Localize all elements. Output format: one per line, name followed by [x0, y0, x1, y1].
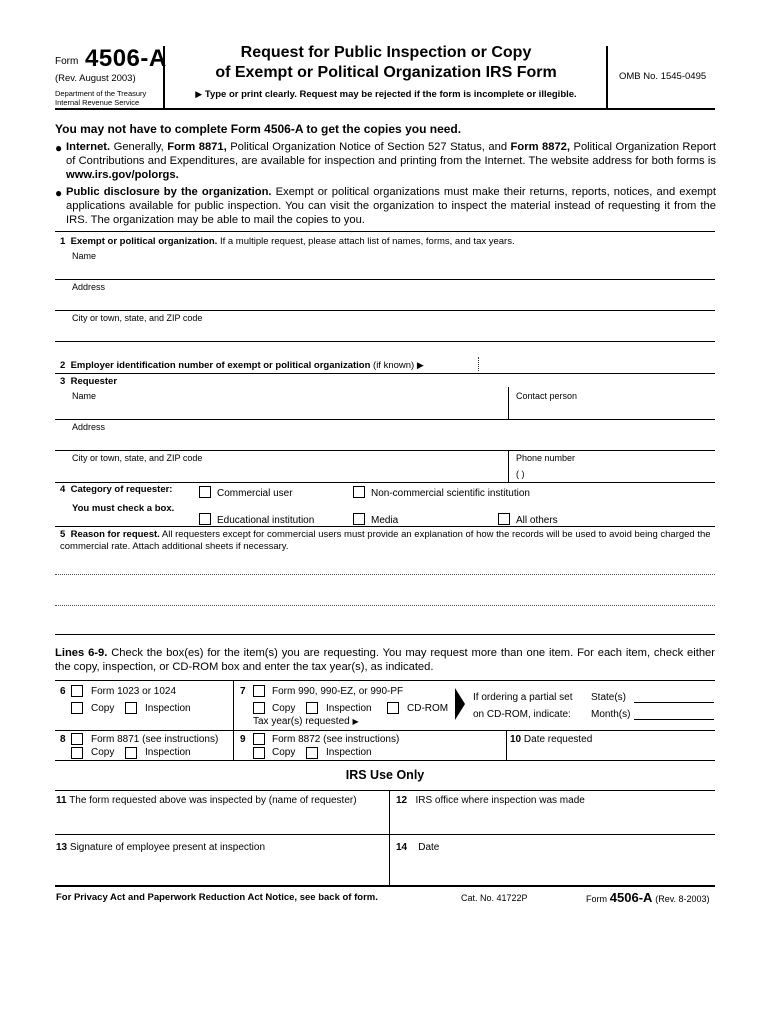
line1-city-rule	[55, 341, 715, 342]
irs-bottom-rule	[55, 885, 715, 887]
states-label: State(s)	[591, 692, 627, 703]
line1-name-rule	[55, 279, 715, 280]
l8-inspection-label: Inspection	[145, 747, 191, 758]
l7-cdrom-checkbox[interactable]	[387, 702, 399, 714]
inspection-date-input[interactable]	[396, 860, 712, 876]
media-label: Media	[371, 515, 399, 526]
line14-num: 14	[396, 842, 408, 853]
partial-set-line1: If ordering a partial set	[473, 692, 573, 703]
line7-num: 7	[240, 686, 246, 697]
website-link[interactable]: www.irs.gov/polorgs.	[66, 169, 179, 181]
irs-use-heading: IRS Use Only	[345, 768, 425, 782]
line3-city-divider	[508, 450, 509, 482]
states-input[interactable]	[634, 690, 714, 702]
line3-name-rule	[55, 419, 715, 420]
educational-checkbox[interactable]	[199, 513, 211, 525]
line1-address-label: Address	[72, 282, 106, 292]
requester-city-input[interactable]	[72, 466, 502, 480]
items-bottom-rule	[55, 760, 715, 761]
l7-copy-checkbox[interactable]	[253, 702, 265, 714]
items-col-divider1	[233, 680, 234, 730]
line4-label	[60, 484, 172, 495]
commercial-user-checkbox[interactable]	[199, 486, 211, 498]
internet-text1: Generally,	[110, 141, 168, 153]
l6-copy-checkbox[interactable]	[71, 702, 83, 714]
form-8872-label: Form 8872 (see instructions)	[272, 734, 400, 745]
lines69-text: Check the box(es) for the item(s) you are requesting. You may request more than one item. For each item, check either the copy, inspection, or CD-ROM box and enter the tax year(s), as indicated.	[55, 647, 716, 673]
form-word: Form	[55, 56, 79, 67]
reason-line2	[55, 605, 715, 606]
internet-text3: Political Organization Report of Contributions and Expenditures, are available for inspection and printing from the Internet. The website address for both forms is	[66, 141, 717, 167]
commercial-user-label: Commercial user	[217, 488, 293, 499]
form-8872-ref: Form 8872,	[510, 141, 570, 153]
header-divider-left	[163, 46, 165, 108]
form-8871-ref: Form 8871,	[167, 141, 227, 153]
form-8871-checkbox[interactable]	[71, 733, 83, 745]
states-rule	[634, 702, 714, 703]
internet-bold: Internet.	[66, 141, 111, 153]
internet-text2: Political Organization Notice of Section 527 Status, and	[226, 141, 511, 153]
line14-label	[396, 842, 439, 853]
line10-label	[510, 734, 592, 745]
form-number: 4506-A	[85, 45, 167, 72]
requester-name-input[interactable]	[72, 402, 502, 416]
l8-inspection-checkbox[interactable]	[125, 747, 137, 759]
line3-address-label: Address	[72, 422, 106, 432]
line11-num: 11	[56, 795, 67, 806]
contact-person-input[interactable]	[516, 402, 712, 416]
line3-contact-label: Contact person	[516, 391, 578, 401]
form-8871-label: Form 8871 (see instructions)	[91, 734, 219, 745]
phone-input[interactable]	[574, 466, 712, 480]
employee-signature-input[interactable]	[56, 860, 386, 876]
line14-text: Date	[418, 842, 440, 853]
reason-textarea[interactable]	[55, 555, 715, 625]
line1-address-rule	[55, 310, 715, 311]
line2-rest: (if known)	[370, 360, 415, 371]
department-line2: Internal Revenue Service	[55, 98, 140, 107]
form-1023-label: Form 1023 or 1024	[91, 686, 177, 697]
footer-form-id	[586, 890, 710, 905]
inspected-by-input[interactable]	[56, 815, 386, 831]
irs-col-divider	[389, 790, 390, 886]
line3-top-rule	[55, 373, 715, 374]
months-label: Month(s)	[591, 709, 631, 720]
line1-city-label: City or town, state, and ZIP code	[72, 313, 203, 323]
org-city-input[interactable]	[72, 324, 712, 340]
line12-num: 12	[396, 795, 408, 806]
footer-rev: (Rev. 8-2003)	[655, 894, 710, 904]
line12-text: IRS office where inspection was made	[415, 795, 585, 806]
line12-label	[396, 795, 585, 806]
line5-rest: All requesters except for commercial users must provide an explanation of how the records will be used to avoid being charged the commercial rate. Attach additional sheets if necessary.	[60, 529, 711, 552]
line1-rest: If a multiple request, please attach list of names, forms, and tax years.	[217, 236, 515, 247]
date-requested-input[interactable]	[510, 745, 710, 758]
l7-inspection-label: Inspection	[326, 703, 372, 714]
l8-copy-label: Copy	[91, 747, 115, 758]
department-line1: Department of the Treasury	[55, 89, 147, 98]
line13-text: Signature of employee present at inspection	[69, 842, 266, 853]
line5-num: 5	[60, 529, 66, 540]
internet-paragraph	[66, 140, 716, 182]
line6-num: 6	[60, 686, 66, 697]
pointer-arrow-icon: ▶	[416, 360, 424, 370]
l9-inspection-label: Inspection	[326, 747, 372, 758]
noncommercial-label: Non-commercial scientific institution	[371, 488, 530, 499]
line3-requester: Requester	[70, 376, 118, 387]
omb-number: OMB No. 1545-0495	[619, 71, 707, 82]
pointer-arrow-icon: ▶	[195, 89, 203, 99]
line3-name-label: Name	[72, 391, 97, 401]
educational-label: Educational institution	[217, 515, 315, 526]
line3-phone-label: Phone number	[516, 453, 576, 463]
l6-inspection-label: Inspection	[145, 703, 191, 714]
line10-text: Date requested	[523, 734, 593, 745]
line5-bottom-rule	[55, 634, 715, 635]
l9-inspection-checkbox[interactable]	[306, 747, 318, 759]
public-bold: Public disclosure by the organization.	[66, 186, 272, 198]
form-990-label: Form 990, 990-EZ, or 990-PF	[272, 686, 404, 697]
form-8872-checkbox[interactable]	[253, 733, 265, 745]
items-col-divider3	[506, 730, 507, 760]
line2-label	[60, 360, 424, 371]
form-1023-checkbox[interactable]	[71, 685, 83, 697]
l8-copy-checkbox[interactable]	[71, 747, 83, 759]
internet-bullet: ●	[55, 141, 63, 155]
irs-top-rule	[55, 790, 715, 791]
all-others-label: All others	[516, 515, 558, 526]
footer-form-number: 4506-A	[609, 890, 653, 905]
line3-name-divider	[508, 387, 509, 419]
line9-num: 9	[240, 734, 246, 745]
l6-inspection-checkbox[interactable]	[125, 702, 137, 714]
items-top-rule	[55, 680, 715, 681]
l9-copy-checkbox[interactable]	[253, 747, 265, 759]
line4-num: 4	[60, 484, 66, 495]
line3-city-label: City or town, state, and ZIP code	[72, 453, 203, 463]
l9-copy-label: Copy	[272, 747, 296, 758]
months-rule	[634, 719, 714, 720]
line4-must-check: You must check a box.	[72, 503, 175, 514]
public-paragraph	[66, 185, 716, 227]
line13-label	[56, 842, 265, 853]
public-text: Exempt or political organizations must make their returns, reports, notices, and exempt applications available for public inspection. You can visit the organization to inspect the material instead of requesting it from the IRS. The organization may be able to mail the copies to you.	[66, 186, 716, 226]
tax-years-label	[253, 716, 359, 727]
line2-bold: Employer identification number of exempt or political organization	[70, 360, 371, 371]
requester-address-input[interactable]	[72, 433, 712, 447]
items-mid-rule	[55, 730, 715, 731]
lines69-paragraph	[55, 646, 715, 674]
line3-city-rule	[55, 482, 715, 483]
intro-heading: You may not have to complete Form 4506-A to get the copies you need.	[55, 122, 462, 136]
line1-bold: Exempt or political organization.	[70, 236, 218, 247]
header-rule	[55, 108, 715, 110]
pointer-arrow-icon: ▶	[352, 717, 359, 726]
privacy-notice: For Privacy Act and Paperwork Reduction Act Notice, see back of form.	[56, 892, 378, 903]
phone-parens: ( )	[516, 469, 525, 479]
irs-mid-rule	[55, 834, 715, 835]
l7-cdrom-label: CD-ROM	[407, 703, 449, 714]
ein-input[interactable]	[455, 358, 710, 372]
line13-num: 13	[56, 842, 68, 853]
media-checkbox[interactable]	[353, 513, 365, 525]
line3-num: 3	[60, 376, 66, 387]
all-others-checkbox[interactable]	[498, 513, 510, 525]
form-title-line2: of Exempt or Political Organization IRS Form	[215, 64, 557, 81]
line1-num: 1	[60, 236, 66, 247]
line11-text: The form requested above was inspected by (name of requester)	[69, 795, 357, 806]
irs-office-input[interactable]	[396, 815, 712, 831]
l7-inspection-checkbox[interactable]	[306, 702, 318, 714]
footer-form-word: Form	[586, 894, 607, 904]
big-arrow-icon	[455, 688, 467, 720]
reason-line1	[55, 574, 715, 575]
line11-label	[56, 795, 357, 806]
instruction-text: Type or print clearly. Request may be rejected if the form is incomplete or illegible.	[204, 89, 577, 100]
instruction-line	[166, 89, 606, 100]
line2-num: 2	[60, 360, 66, 371]
tax-years-text: Tax year(s) requested	[253, 716, 350, 727]
line1-top-rule	[55, 231, 715, 232]
line5-bold: Reason for request.	[70, 529, 160, 540]
header-divider-right	[606, 46, 608, 108]
form-990-checkbox[interactable]	[253, 685, 265, 697]
line3-address-rule	[55, 450, 715, 451]
l7-copy-label: Copy	[272, 703, 296, 714]
org-name-input[interactable]	[72, 262, 712, 278]
form-title-line1: Request for Public Inspection or Copy	[240, 44, 532, 61]
line5-top-rule	[55, 526, 715, 527]
catalog-number: Cat. No. 41722P	[461, 893, 528, 903]
line10-num: 10	[510, 734, 522, 745]
form-header	[0, 0, 770, 110]
l6-copy-label: Copy	[91, 703, 115, 714]
line8-num: 8	[60, 734, 66, 745]
line5-label	[60, 529, 716, 553]
public-bullet: ●	[55, 186, 63, 200]
org-address-input[interactable]	[72, 293, 712, 309]
line1-name-label: Name	[72, 251, 97, 261]
items-col-divider2	[233, 730, 234, 760]
line4-category: Category of requester:	[70, 484, 173, 495]
noncommercial-checkbox[interactable]	[353, 486, 365, 498]
line1-label	[60, 236, 515, 247]
months-input[interactable]	[634, 707, 714, 719]
line3-label	[60, 376, 117, 387]
partial-set-line2: on CD-ROM, indicate:	[473, 709, 571, 720]
lines69-bold: Lines 6-9.	[55, 647, 108, 659]
form-revision: (Rev. August 2003)	[55, 73, 136, 84]
tax-years-input[interactable]	[368, 715, 448, 728]
